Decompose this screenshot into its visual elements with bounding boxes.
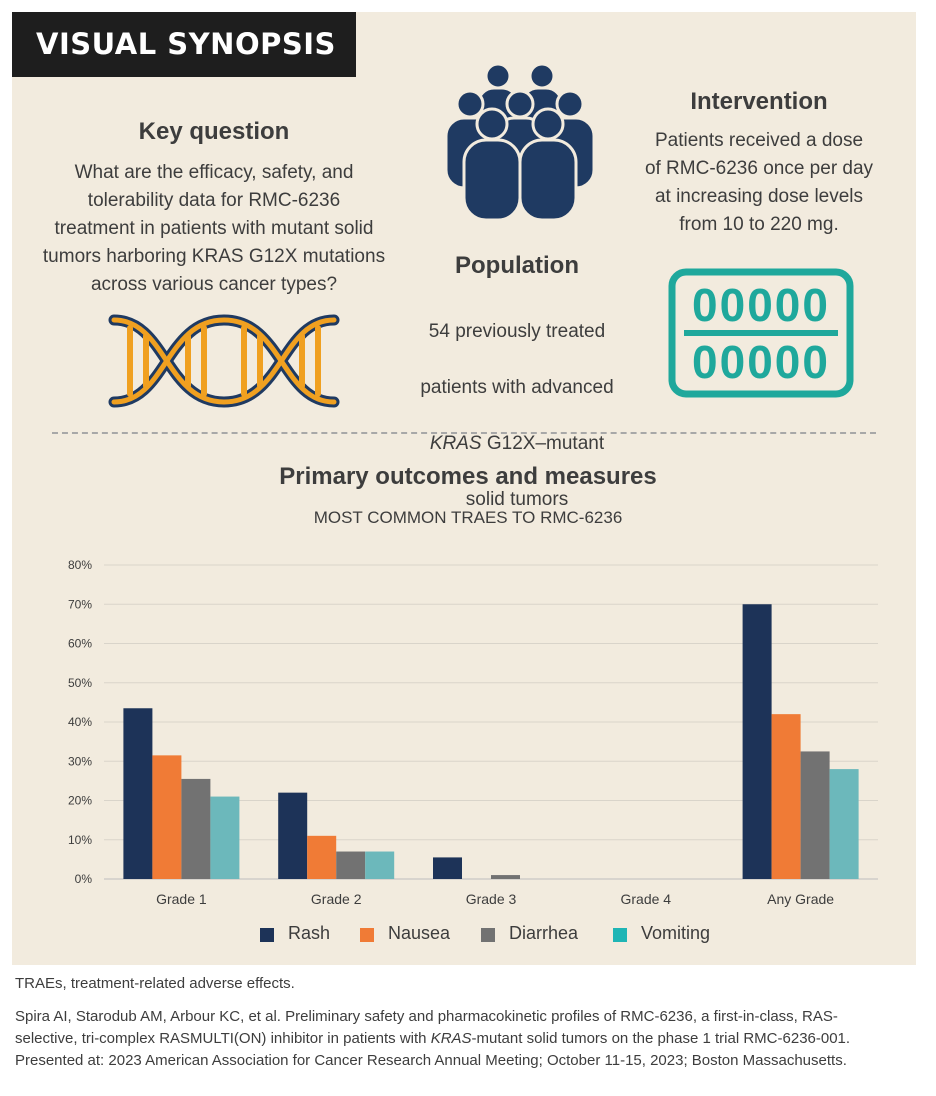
reference bbox=[15, 1006, 895, 1072]
legend-swatch-vomiting bbox=[613, 928, 627, 942]
bar-vomiting bbox=[830, 769, 859, 879]
y-tick-label: 30% bbox=[67, 754, 92, 769]
population-gene: KRAS bbox=[429, 433, 482, 454]
key-question-text: What are the efficacy, safety, and tolerability data for RMC-6236 treatment in patients with mutant solid tumors harboring KRAS G12X mutations across various cancer types? bbox=[42, 162, 386, 295]
bar-diarrhea bbox=[181, 779, 210, 879]
population-line-2: patients with advanced bbox=[420, 377, 614, 398]
y-tick-label: 50% bbox=[67, 675, 92, 690]
y-tick-label: 80% bbox=[67, 558, 92, 572]
legend-label-vomiting: Vomiting bbox=[641, 923, 711, 943]
x-tick-label: Any Grade bbox=[767, 891, 835, 907]
legend-swatch-diarrhea bbox=[481, 928, 495, 942]
population-line-1: 54 previously treated bbox=[428, 321, 606, 342]
bar-diarrhea bbox=[491, 875, 520, 879]
bar-vomiting bbox=[210, 797, 239, 879]
reference-gene: KRAS bbox=[430, 1030, 472, 1047]
y-tick-label: 70% bbox=[67, 597, 92, 612]
population-line-3: G12X–mutant bbox=[481, 433, 605, 454]
legend-swatch-rash bbox=[260, 928, 274, 942]
legend-label-nausea: Nausea bbox=[388, 923, 451, 943]
bar-vomiting bbox=[365, 852, 394, 879]
visual-synopsis-badge: VISUAL SYNOPSIS bbox=[12, 12, 356, 77]
y-tick-label: 20% bbox=[67, 793, 92, 808]
bar-nausea bbox=[152, 755, 181, 879]
bar-diarrhea bbox=[336, 852, 365, 879]
bar-nausea bbox=[772, 714, 801, 879]
y-tick-label: 40% bbox=[67, 715, 92, 729]
chart-title: MOST COMMON TRAES TO RMC-6236 bbox=[313, 508, 623, 527]
intervention-text: Patients received a dose of RMC-6236 once per day at increasing dose levels from 10 to 220 mg. bbox=[644, 130, 874, 235]
footnote: TRAEs, treatment-related adverse effects. bbox=[15, 975, 295, 992]
y-tick-label: 0% bbox=[74, 872, 92, 886]
x-tick-label: Grade 1 bbox=[156, 891, 207, 907]
reference-part-1: Spira AI, Starodub AM, Arbour KC, et al. Preliminary safety and pharmacokinetic profiles of RMC-6236, a first-in-class, RAS-selective, tri-complex RASMULTI(ON) inhibitor in patients with bbox=[15, 1008, 838, 1047]
y-tick-label: 60% bbox=[67, 636, 92, 651]
intervention-title: Intervention bbox=[690, 88, 828, 115]
legend-swatch-nausea bbox=[360, 928, 374, 942]
reference-part-2: -mutant solid tumors on the phase 1 trial RMC-6236-001. Presented at: 2023 American Association for Cancer Research Annual Meeting; October 11-15, 2023; Boston Massachusetts. bbox=[15, 1030, 851, 1069]
population-title: Population bbox=[455, 252, 579, 279]
bar-rash bbox=[743, 604, 772, 879]
pill-row-top: 00000 bbox=[692, 279, 830, 331]
bar-diarrhea bbox=[801, 751, 830, 879]
bar-rash bbox=[123, 708, 152, 879]
bar-nausea bbox=[307, 836, 336, 879]
legend-label-rash: Rash bbox=[288, 923, 331, 943]
population-line-4: solid tumors bbox=[465, 489, 569, 510]
x-tick-label: Grade 2 bbox=[310, 891, 362, 907]
bar-rash bbox=[433, 857, 462, 879]
x-tick-label: Grade 4 bbox=[620, 891, 672, 907]
key-question-title: Key question bbox=[138, 118, 290, 145]
y-tick-label: 10% bbox=[67, 832, 92, 847]
legend-label-diarrhea: Diarrhea bbox=[509, 923, 579, 943]
pill-row-bottom: 00000 bbox=[692, 336, 830, 388]
section-title: Primary outcomes and measures bbox=[279, 463, 657, 490]
x-tick-label: Grade 3 bbox=[465, 891, 517, 907]
bar-rash bbox=[278, 793, 307, 879]
